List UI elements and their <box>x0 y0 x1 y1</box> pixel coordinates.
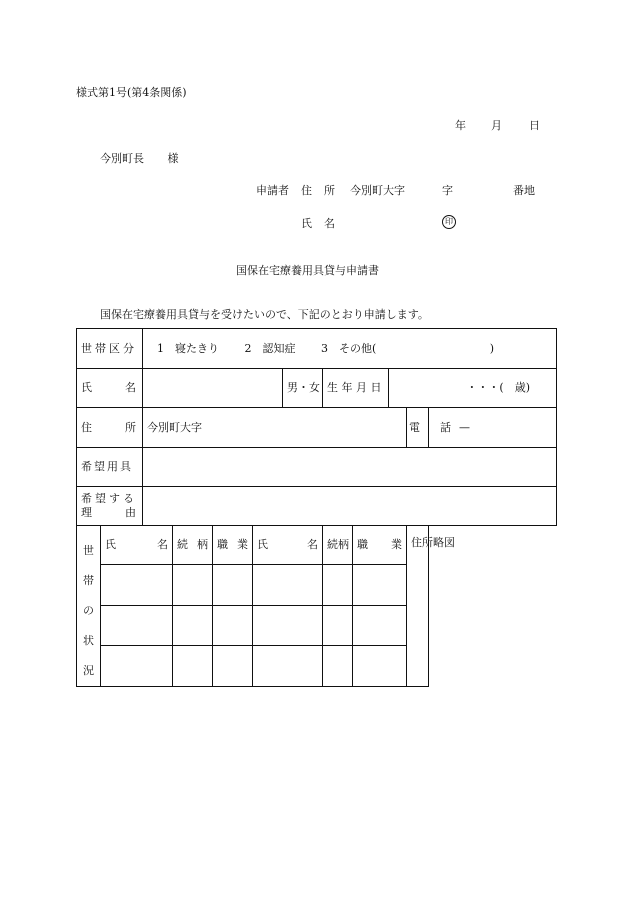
name-label <box>77 369 143 408</box>
member-occupation-cell[interactable] <box>353 565 407 606</box>
member-name-cell[interactable] <box>253 646 323 687</box>
applicant-label: 申請者 <box>256 184 289 197</box>
col-relation-1b: 柄 <box>197 538 208 551</box>
member-relation-cell[interactable] <box>173 605 213 646</box>
member-name-cell[interactable] <box>101 565 173 606</box>
application-table <box>76 328 557 687</box>
status-char-2: 帯 <box>83 574 94 587</box>
aza-label: 字 <box>442 184 453 197</box>
birthdate-value[interactable]: ・・・( 歳) <box>389 369 557 408</box>
name-label-2: 名 <box>125 381 136 394</box>
applicant-name-label-1: 氏 <box>301 217 312 230</box>
col-relation-1 <box>173 526 213 565</box>
status-char-4: 状 <box>83 634 94 647</box>
col-name-2b: 名 <box>307 538 318 551</box>
member-occupation-cell[interactable] <box>213 605 253 646</box>
reason-label-2b: 由 <box>125 506 136 519</box>
addressee-name: 今別町長 <box>100 152 144 165</box>
member-occupation-cell[interactable] <box>353 646 407 687</box>
status-char-1: 世 <box>83 544 94 557</box>
col-name-1a: 氏 <box>105 538 116 551</box>
phone-label <box>407 408 451 448</box>
member-relation-cell[interactable] <box>323 605 353 646</box>
col-occupation-2 <box>353 526 407 565</box>
household-category-row <box>77 329 557 369</box>
option-close-paren: ) <box>489 341 495 355</box>
household-status-header-row <box>77 526 557 565</box>
col-occupation-2a: 職 <box>357 538 368 551</box>
address-map-label: 住所略図 <box>411 536 455 549</box>
phone-label-2: 話 <box>440 420 451 434</box>
intro-text: 国保在宅療養用具貸与を受けたいので、下記のとおり申請します。 <box>100 308 429 321</box>
col-occupation-2b: 業 <box>391 538 402 551</box>
desired-equipment-value[interactable] <box>143 448 557 487</box>
household-category-options <box>143 329 557 369</box>
reason-label <box>77 487 143 526</box>
option-bedridden: 1 寝たきり <box>157 341 219 355</box>
phone-label-1: 電 <box>409 420 420 434</box>
household-category-label: 世帯区分 <box>77 329 143 369</box>
banchi-label: 番地 <box>513 184 535 197</box>
name-value-cell[interactable] <box>143 369 283 408</box>
household-status-label <box>77 526 101 687</box>
sex-cell[interactable]: 男・女 <box>283 369 323 408</box>
month-label: 月 <box>491 119 502 132</box>
form-number: 様式第1号(第4条関係) <box>76 86 187 99</box>
col-name-1b: 名 <box>157 538 168 551</box>
status-char-5: 況 <box>83 664 94 677</box>
col-occupation-1b: 業 <box>237 538 248 551</box>
col-relation-2a: 続 <box>327 538 338 551</box>
member-occupation-cell[interactable] <box>213 565 253 606</box>
option-dementia: 2 認知症 <box>244 341 296 355</box>
address-label-2: 所 <box>324 184 335 197</box>
member-relation-cell[interactable] <box>173 646 213 687</box>
desired-equipment-label: 希望用具 <box>77 448 143 487</box>
reason-row <box>77 487 557 526</box>
applicant-name-label-2: 名 <box>324 217 335 230</box>
address-label-1: 住 <box>81 420 92 434</box>
name-row <box>77 369 557 408</box>
year-label: 年 <box>455 119 466 132</box>
address-map-cell[interactable] <box>407 526 455 687</box>
address-label-1: 住 <box>301 184 312 197</box>
addressee <box>100 150 179 166</box>
col-occupation-1 <box>213 526 253 565</box>
document-title: 国保在宅療養用具貸与申請書 <box>236 264 379 277</box>
address-label-2: 所 <box>125 420 136 434</box>
col-name-2a: 氏 <box>257 538 268 551</box>
honorific: 様 <box>167 152 179 165</box>
member-relation-cell[interactable] <box>323 646 353 687</box>
reason-label-line1: 希望する <box>81 492 137 505</box>
option-other: 3 その他( <box>321 341 377 355</box>
member-name-cell[interactable] <box>101 605 173 646</box>
member-name-cell[interactable] <box>253 605 323 646</box>
seal-mark <box>442 214 456 229</box>
col-name-2 <box>253 526 323 565</box>
col-relation-2 <box>323 526 353 565</box>
table-row <box>77 565 557 606</box>
member-relation-cell[interactable] <box>323 565 353 606</box>
address-label <box>77 408 143 448</box>
desired-equipment-row <box>77 448 557 487</box>
member-relation-cell[interactable] <box>173 565 213 606</box>
member-name-cell[interactable] <box>253 565 323 606</box>
seal-text: 印 <box>442 215 456 229</box>
member-occupation-cell[interactable] <box>353 605 407 646</box>
col-occupation-1a: 職 <box>217 538 228 551</box>
address-value[interactable]: 今別町大字 <box>143 408 407 448</box>
reason-value[interactable] <box>143 487 557 526</box>
table-row <box>77 646 557 687</box>
status-char-3: の <box>83 604 94 617</box>
name-label-1: 氏 <box>81 381 92 394</box>
phone-value[interactable]: — <box>429 408 557 448</box>
reason-label-2a: 理 <box>81 506 92 519</box>
member-name-cell[interactable] <box>101 646 173 687</box>
member-occupation-cell[interactable] <box>213 646 253 687</box>
address-row <box>77 408 557 448</box>
col-relation-1a: 続 <box>177 538 188 551</box>
table-row <box>77 605 557 646</box>
col-relation-2b: 柄 <box>338 538 349 551</box>
col-name-1 <box>101 526 173 565</box>
birthdate-label: 生 年 月 日 <box>323 369 389 408</box>
address-prefix: 今別町大字 <box>350 184 405 197</box>
day-label: 日 <box>529 119 540 132</box>
